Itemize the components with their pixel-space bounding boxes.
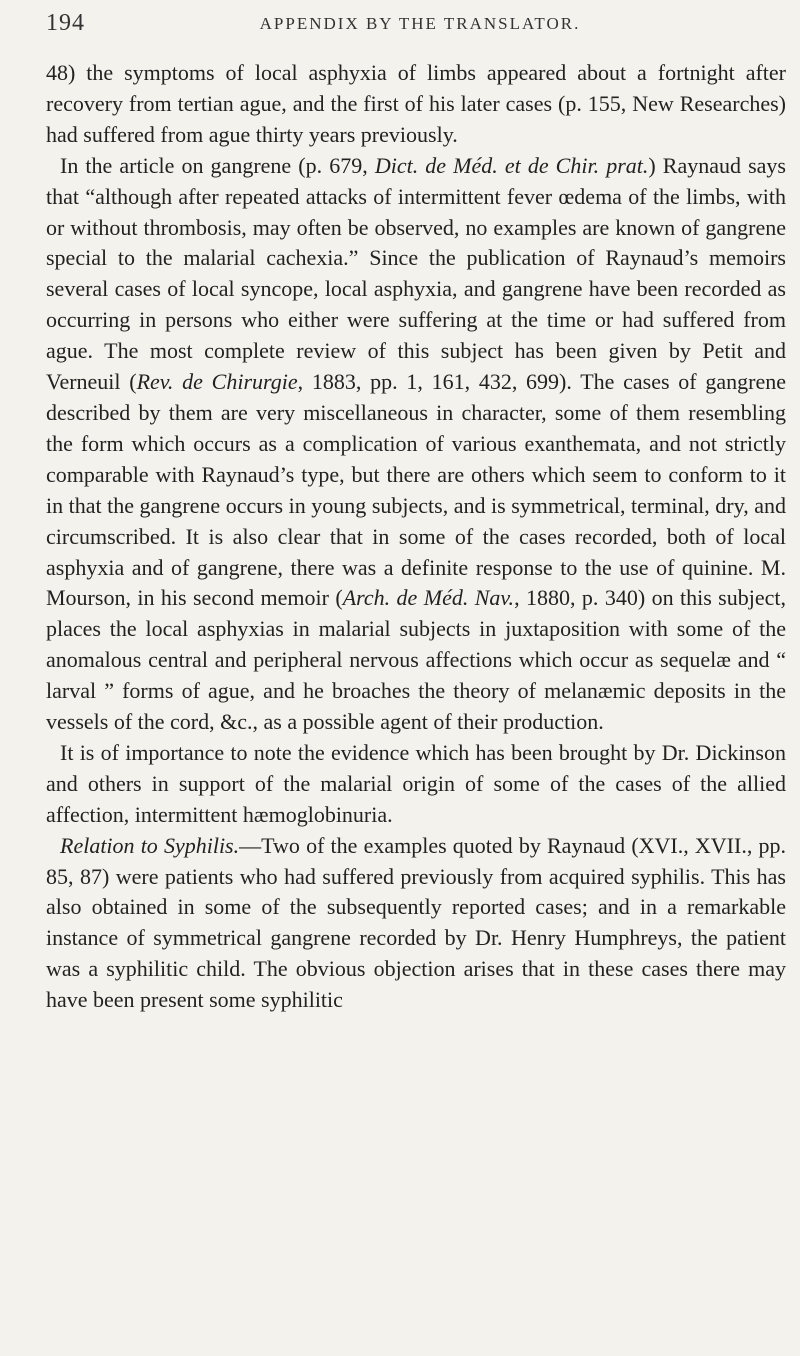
paragraph [46,58,786,151]
italic-text: Relation to Syphilis. [60,832,240,858]
italic-text: Rev. de Chirurgie [136,369,298,395]
paragraph [46,831,786,1016]
paragraph [46,738,786,831]
paragraph [46,151,786,738]
text-run: —Two of the examples quoted by Raynaud (XVI., XVII., pp. 85, 87) were patients who had suffered previously from acquired syphilis. This has also obtained in some of the subsequently reported cases; and in a remarkable instance of symmetrical gangrene recorded by Dr. Henry Humphreys, the patient was a syphilitic child. The obvious objection arises that in these cases there may have been present some syphilitic [46,832,786,1013]
text-run: It is of importance to note the evidence which has been brought by Dr. Dickinson and others in support of the malarial origin of some of the cases of the allied affection, intermittent hæmoglobinuria. [46,739,786,827]
body-text [46,58,786,1016]
text-run: In the article on gangrene (p. 679, [60,152,375,178]
running-head: APPENDIX BY THE TRANSLATOR. [259,14,581,33]
italic-text: Dict. de Méd. et de Chir. prat. [374,152,649,178]
text-run: ) Raynaud says that “although after repeated attacks of intermittent fever œdema of the limbs, with or without thrombosis, may often be observed, no examples are known of gangrene special to the malarial cachexia.” Since the publication of Raynaud’s memoirs several cases of local syncope, local asphyxia, and gangrene have been recorded as occurring in persons who either were suffering at the time or had suffered from ague. The most complete review of this subject has been given by Petit and Verneuil ( [46,152,786,395]
italic-text: Arch. de Méd. Nav. [342,585,515,611]
text-run: 48) the symptoms of local asphyxia of limbs appeared about a fortnight after recovery from tertian ague, and the first of his later cases (p. 155, New Researches) had suffered from ague thirty years previously. [46,60,786,147]
text-run: , 1880, p. 340) on this subject, places the local asphyxias in malarial subjects in juxtaposition with some of the anomalous central and peripheral nervous affections which occur as sequelæ and “ larval ” forms of ague, and he broaches the theory of melanæmic deposits in the vessels of the cord, &c., as a possible agent of their production. [46,585,787,735]
page-number: 194 [46,10,85,36]
text-run: , 1883, pp. 1, 161, 432, 699). The cases of gangrene described by them are very miscellaneous in character, some of them resembling the form which occurs as a complication of various exanthemata, and not strictly comparable with Raynaud’s type, but there are others which seem to conform to it in that the gangrene occurs in young subjects, and is symmetrical, terminal, dry, and circumscribed. It is also clear that in some of the cases recorded, both of local asphyxia and of gangrene, there was a definite response to the use of quinine. M. Mourson, in his second memoir ( [46,369,786,611]
